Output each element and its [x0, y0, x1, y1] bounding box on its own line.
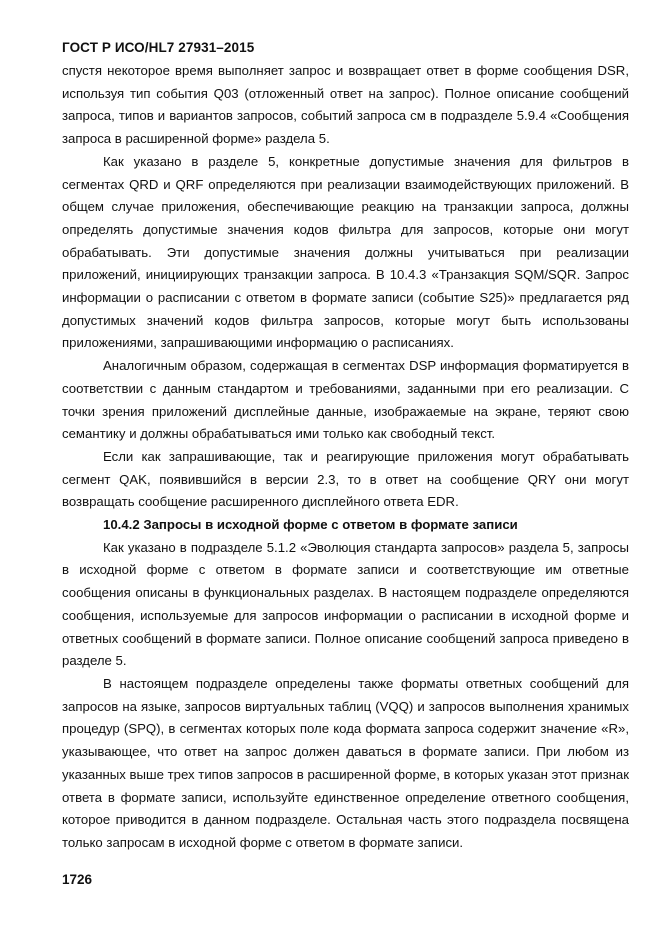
page-number: 1726 — [62, 872, 93, 887]
paragraph-3: Аналогичным образом, содержащая в сегментах DSP информация форматируется в соответствии с данным стандартом и требованиями, заданными при его реализации. С точки зрения приложений дисплейные данные, изображаемые на экране, теряют свою семантику и должны обрабатываться ими только как свободный текст. — [62, 358, 629, 442]
paragraph-6: В настоящем подразделе определены также форматы ответных сообщений для запросов на языке, запросов виртуальных таблиц (VQQ) и запросов выполнения хранимых процедур (SPQ), в сегментах которых поле кода формата запроса содержит значение «R», указывающее, что ответ на запрос должен даваться в формате записи. При любом из указанных выше трех типов запросов в расширенной форме, в которых указан этот признак ответа в формате записи, используйте единственное определение ответного сообщения, которое приводится в данном подразделе. Остальная часть этого подраздела посвящена только запросам в исходной форме с ответом в формате записи. — [62, 675, 629, 850]
document-header: ГОСТ Р ИСО/HL7 27931–2015 — [62, 40, 255, 55]
paragraph-2: Как указано в разделе 5, конкретные допустимые значения для фильтров в сегментах QRD и QRF определяются при реализации взаимодействующих приложений. В общем случае приложения, обеспечивающие реакцию на транзакции запроса, должны определять допустимые значения кодов фильтра для запросов, которые они могут обрабатывать. Эти допустимые значения должны учитываться при реализации приложений, инициирующих транзакции запроса. В 10.4.3 «Транзакция SQM/SQR. Запрос информации о расписании с ответом в формате записи (событие S25)» предлагается ряд допустимых значений кодов фильтра запросов, которые могут быть использованы приложениями, запрашивающими информацию о расписаниях. — [62, 153, 629, 351]
paragraph-4: Если как запрашивающие, так и реагирующие приложения могут обрабатывать сегмент QAK, появившийся в версии 2.3, то в ответ на сообщение QRY они могут возвращать сообщение расширенного дисплейного ответа EDR. — [62, 448, 629, 510]
document-body — [62, 60, 629, 855]
paragraph-5: Как указано в подразделе 5.1.2 «Эволюция стандарта запросов» раздела 5, запросы в исходной форме с ответом в формате записи и соответствующие им ответные сообщения описаны в функциональных разделах. В настоящем подразделе определяются сообщения, используемые для запросов информации о расписании в исходной форме и ответных сообщений в формате записи. Полное описание сообщений запроса приведено в разделе 5. — [62, 539, 629, 669]
section-heading: 10.4.2 Запросы в исходной форме с ответом в формате записи — [103, 517, 518, 533]
paragraph-1: спустя некоторое время выполняет запрос и возвращает ответ в форме сообщения DSR, используя тип события Q03 (отложенный ответ на запрос). Полное описание сообщений запроса, типов и вариантов запросов, событий запроса см в подразделе 5.9.4 «Сообщения запроса в расширенной форме» раздела 5. — [62, 63, 629, 147]
